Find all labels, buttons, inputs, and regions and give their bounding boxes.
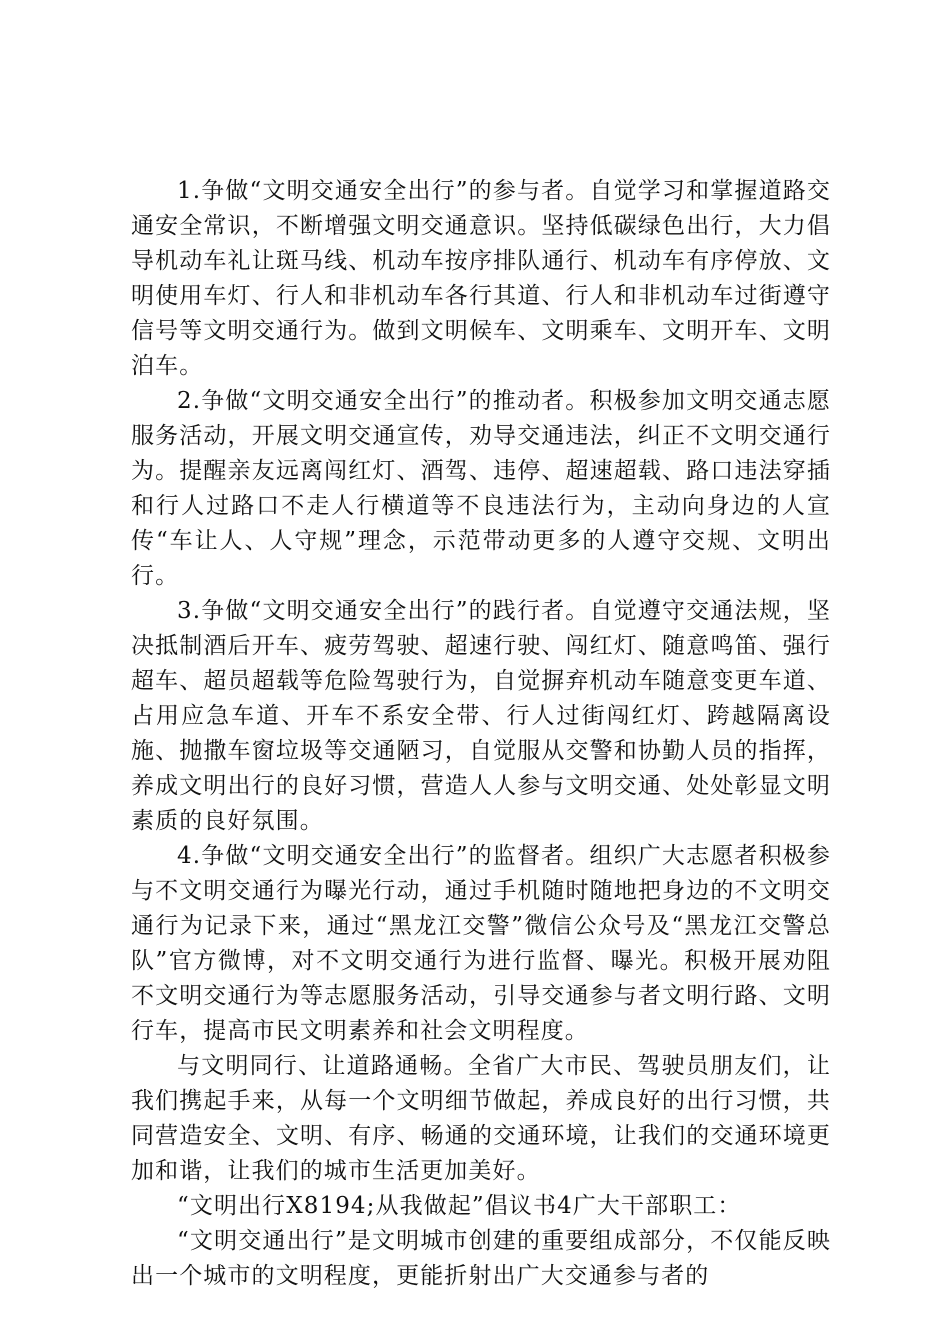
paragraph-intro: “文明交通出行”是文明城市创建的重要组成部分，不仅能反映出一个城市的文明程度，更能折射出广大交通参与者的	[131, 1228, 831, 1289]
paragraph-2: 2.争做“文明交通安全出行”的推动者。积极参加文明交通志愿服务活动，开展文明交通宣传，劝导交通违法，纠正不文明交通行为。提醒亲友远离闯红灯、酒驾、违停、超速超载、路口违法穿插和行人过路口不走人行横道等不良违法行为，主动向身边的人宣传“车让人、人守规”理念，示范带动更多的人遵守交规、文明出行。	[131, 388, 831, 589]
document-body	[131, 174, 831, 1294]
paragraph-closing: 与文明同行、让道路通畅。全省广大市民、驾驶员朋友们，让我们携起手来，从每一个文明细节做起，养成良好的出行习惯，共同营造安全、文明、有序、畅通的交通环境，让我们的交通环境更加和谐，让我们的城市生活更加美好。	[131, 1053, 831, 1184]
paragraph-3: 3.争做“文明交通安全出行”的践行者。自觉遵守交通法规，坚决抵制酒后开车、疲劳驾驶、超速行驶、闯红灯、随意鸣笛、强行超车、超员超载等危险驾驶行为，自觉摒弃机动车随意变更车道、占用应急车道、开车不系安全带、行人过街闯红灯、跨越隔离设施、抛撒车窗垃圾等交通陋习，自觉服从交警和协勤人员的指挥，养成文明出行的良好习惯，营造人人参与文明交通、处处彰显文明素质的良好氛围。	[131, 598, 831, 834]
paragraph-1: 1.争做“文明交通安全出行”的参与者。自觉学习和掌握道路交通安全常识，不断增强文明交通意识。坚持低碳绿色出行，大力倡导机动车礼让斑马线、机动车按序排队通行、机动车有序停放、文明使用车灯、行人和非机动车各行其道、行人和非机动车过街遵守信号等文明交通行为。做到文明候车、文明乘车、文明开车、文明泊车。	[131, 178, 831, 379]
heading-proposal-4: “文明出行X8194;从我做起”倡议书4广大干部职工：	[177, 1193, 742, 1219]
paragraph-4: 4.争做“文明交通安全出行”的监督者。组织广大志愿者积极参与不文明交通行为曝光行动，通过手机随时随地把身边的不文明交通行为记录下来，通过“黑龙江交警”微信公众号及“黑龙江交警总队”官方微博，对不文明交通行为进行监督、曝光。积极开展劝阻不文明交通行为等志愿服务活动，引导交通参与者文明行路、文明行车，提高市民文明素养和社会文明程度。	[131, 843, 831, 1044]
